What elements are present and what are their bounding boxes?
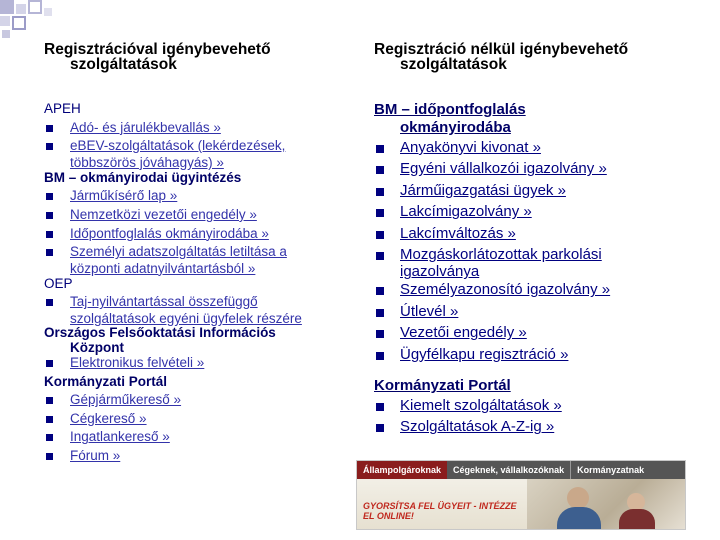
section-heading-ofik-cont: Központ [70,339,124,355]
left-title-line2: szolgáltatások [70,56,177,73]
bullet-icon [46,397,53,404]
list-item-felveteli[interactable]: Elektronikus felvételi » [44,354,354,373]
list-item-anyakonyvi[interactable]: Anyakönyvi kivonat » [374,137,674,158]
list-item-idopontfoglalas[interactable]: Időpontfoglalás okmányirodába » [44,225,354,244]
list-item-adatszolgaltatas-cont[interactable]: központi adatnyilvántartásból » [70,260,256,276]
section-heading-oep: OEP [44,275,73,291]
bullet-icon [376,231,384,239]
section-heading-bm-idopont-cont[interactable]: okmányirodába [400,119,511,136]
section-heading-ofik: Országos Felsőoktatási Információs [44,324,276,340]
section-heading-bm-idopont[interactable]: BM – időpontfoglalás [374,101,526,118]
bullet-icon [376,166,384,174]
list-item-utlevel[interactable]: Útlevél » [374,301,674,322]
list-item-nemzetkozi[interactable]: Nemzetközi vezetői engedély » [44,206,354,225]
bullet-icon [376,287,384,295]
list-item-jarmukisero[interactable]: Járműkísérő lap » [44,187,354,206]
list-item-szemelyazonosito[interactable]: Személyazonosító igazolvány » [374,279,674,300]
left-column-title [44,42,271,72]
bullet-icon [376,352,384,360]
bullet-icon [376,209,384,217]
section-heading-apeh: APEH [44,101,81,116]
list-item-jarmuigazgatasi[interactable]: Járműigazgatási ügyek » [374,180,674,201]
list-item-a-z[interactable]: Szolgáltatások A-Z-ig » [374,416,674,437]
tab-kormanyzatnak[interactable]: Kormányzatnak [570,461,650,479]
bullet-icon [46,434,53,441]
list-item-kiemelt[interactable]: Kiemelt szolgáltatások » [374,395,674,416]
bullet-icon [376,424,384,432]
list-item-mozgaskorlatozott[interactable]: Mozgáskorlátozottak parkolási [374,244,674,265]
bullet-icon [46,143,53,150]
corner-decoration [0,0,56,42]
list-item-forum[interactable]: Fórum » [44,447,354,466]
bullet-icon [376,145,384,153]
right-title-line2: szolgáltatások [400,56,507,73]
banner-slogan: GYORSÍTSA FEL ÜGYEIT - INTÉZZE EL ONLINE! [363,501,517,521]
right-title-line1: Regisztráció nélkül igénybevehető [374,41,629,58]
list-item-egyeni-vallalkozoi[interactable]: Egyéni vállalkozói igazolvány » [374,158,674,179]
list-item-cegkereso[interactable]: Cégkereső » [44,410,354,429]
list-item-gepjarmukereso[interactable]: Gépjárműkereső » [44,391,354,410]
bullet-icon [376,252,384,260]
bullet-icon [376,403,384,411]
list-item-ingatlankereso[interactable]: Ingatlankereső » [44,428,354,447]
list-item-lakcimvaltozas[interactable]: Lakcímváltozás » [374,223,674,244]
bullet-icon [46,212,53,219]
tab-cegeknek[interactable]: Cégeknek, vállalkozóknak [453,465,565,475]
banner-photo [527,479,686,530]
list-item-ado-bevallas[interactable]: Adó- és járulékbevallás » [44,119,354,138]
list-item-adatszolgaltatas[interactable]: Személyi adatszolgáltatás letiltása a [44,243,354,262]
bullet-icon [376,188,384,196]
list-item-ebev[interactable]: eBEV-szolgáltatások (lekérdezések, [44,137,354,156]
section-heading-kormanyzati-portal-right[interactable]: Kormányzati Portál [374,377,511,395]
bullet-icon [376,309,384,317]
list-item-ebev-cont[interactable]: többszörös jóváhagyás) » [70,154,224,170]
left-title-line1: Regisztrációval igénybevehető [44,41,271,58]
section-heading-bm: BM – okmányirodai ügyintézés [44,169,242,185]
bullet-icon [46,125,53,132]
list-item-lakcimigazolvany[interactable]: Lakcímigazolvány » [374,201,674,222]
list-item-ugyfelkapu[interactable]: Ügyfélkapu regisztráció » [374,344,674,365]
bullet-icon [46,360,53,367]
bullet-icon [46,193,53,200]
banner-slogan-area [357,479,527,530]
list-item-mozgaskorlatozott-cont[interactable]: igazolványa [400,263,480,281]
government-portal-banner[interactable] [356,460,686,530]
bullet-icon [46,453,53,460]
bullet-icon [46,416,53,423]
unregistered-services-list [374,101,674,438]
section-heading-kormanyzati-portal: Kormányzati Portál [44,373,168,389]
list-item-vezetoi-engedely[interactable]: Vezetői engedély » [374,322,674,343]
list-item-taj[interactable]: Taj-nyilvántartással összefüggő [44,293,354,312]
bullet-icon [46,299,53,306]
tab-allampolgaroknak[interactable]: Állampolgároknak [357,461,447,479]
list-item-taj-cont[interactable]: szolgáltatások egyéni ügyfelek részére [70,310,302,326]
right-column-title [374,42,628,72]
bullet-icon [46,249,53,256]
banner-tabbar [357,461,685,479]
bullet-icon [46,231,53,238]
registered-services-list [44,100,354,466]
bullet-icon [376,330,384,338]
